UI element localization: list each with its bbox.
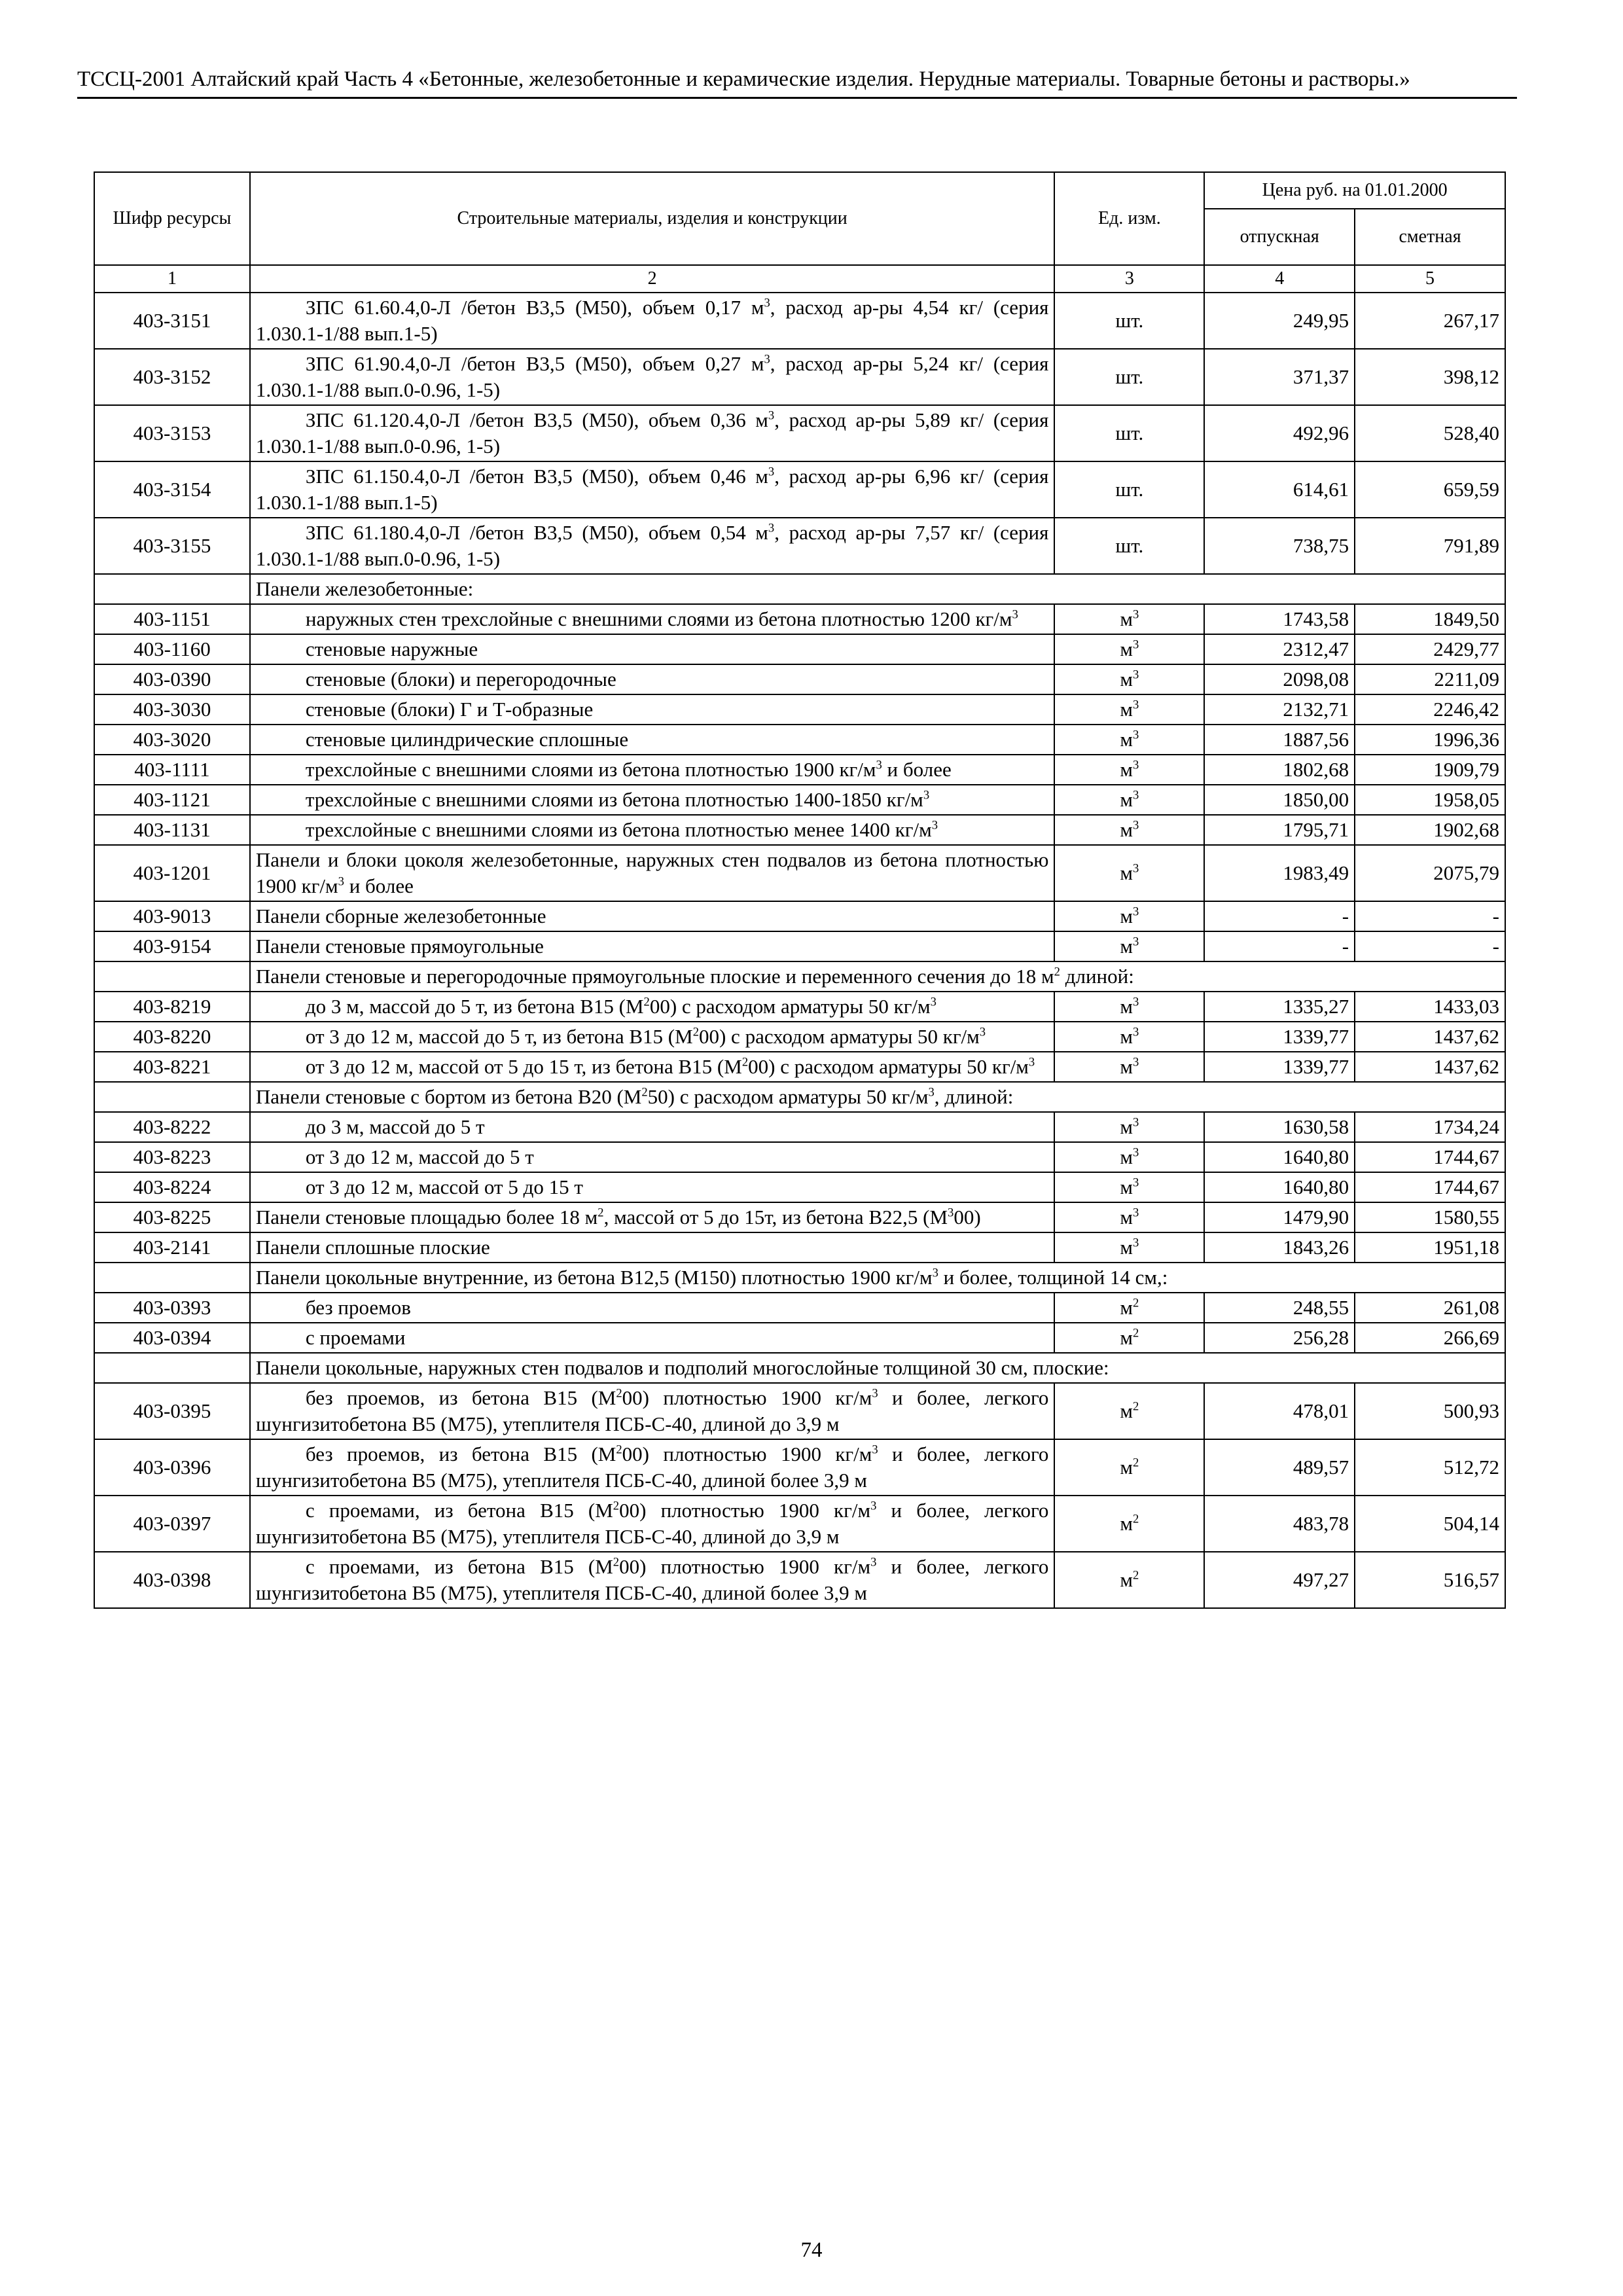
estimate-price: 1437,62 [1355,1022,1505,1052]
material-name: от 3 до 12 м, массой от 5 до 15 т, из бетона В15 $(М^200)$ с расходом арматуры 50 $кг/м^3$ [250,1052,1055,1082]
release-price: 489,57 [1204,1439,1355,1496]
table-row [94,1383,1505,1439]
section-code-cell [94,961,250,992]
resource-code: 403-1111 [94,755,250,785]
resource-code: 403-8224 [94,1172,250,1202]
estimate-price: 266,69 [1355,1323,1505,1353]
resource-code: 403-3152 [94,349,250,405]
table-row [94,785,1505,815]
material-name: ЗПС 61.60.4,0-Л /бетон В3,5 (М50), объем 0,17 $м^3$, расход ар-ры 4,54 кг/ (серия 1.030.1-1/88 вып.1-5) [250,293,1055,349]
material-name: от 3 до 12 м, массой до 5 т, из бетона В15 $(М^200)$ с расходом арматуры 50 $кг/м^3$ [250,1022,1055,1052]
estimate-price: 528,40 [1355,405,1505,461]
estimate-price: 1433,03 [1355,992,1505,1022]
resource-code: 403-8222 [94,1112,250,1142]
material-name: стеновые (блоки) Г и Т-образные [250,694,1055,725]
col-number: 5 [1355,265,1505,293]
release-price: 2312,47 [1204,634,1355,664]
table-row [94,518,1505,574]
section-row [94,1082,1505,1112]
resource-code: 403-9013 [94,901,250,931]
estimate-price: 1734,24 [1355,1112,1505,1142]
section-row [94,1353,1505,1383]
estimate-price: 398,12 [1355,349,1505,405]
material-name: ЗПС 61.180.4,0-Л /бетон В3,5 (М50), объем 0,54 $м^3$, расход ар-ры 7,57 кг/ (серия 1.030.1-1/88 вып.0-0.96, 1-5) [250,518,1055,574]
section-row [94,574,1505,604]
resource-code: 403-0393 [94,1293,250,1323]
material-name: стеновые наружные [250,634,1055,664]
section-row [94,961,1505,992]
header-release-price: отпускная [1204,209,1355,265]
estimate-price: 1958,05 [1355,785,1505,815]
table-body [94,293,1505,1608]
material-name: с проемами [250,1323,1055,1353]
table-row [94,1293,1505,1323]
header-price-group: Цена руб. на 01.01.2000 [1204,172,1505,209]
unit-of-measure: $м^3$ [1054,725,1204,755]
unit-of-measure: $м^2$ [1054,1323,1204,1353]
section-title: Панели цокольные, наружных стен подвалов и подполий многослойные толщиной 30 см, плоские: [250,1353,1505,1383]
section-code-cell [94,1353,250,1383]
release-price: 1743,58 [1204,604,1355,634]
resource-code: 403-1121 [94,785,250,815]
table-row [94,604,1505,634]
col-number: 1 [94,265,250,293]
table-row [94,901,1505,931]
unit-of-measure: $м^3$ [1054,664,1204,694]
header-estimate-price: сметная [1355,209,1505,265]
unit-of-measure: $м^3$ [1054,1172,1204,1202]
resource-code: 403-1201 [94,845,250,901]
unit-of-measure: шт. [1054,349,1204,405]
section-title: Панели цокольные внутренние, из бетона В12,5 (М150) плотностью 1900 $кг/м^3$ и более, толщиной 14 см,: [250,1263,1505,1293]
unit-of-measure: $м^3$ [1054,901,1204,931]
material-name: без проемов, из бетона В15 $(М^200)$ плотностью 1900 $кг/м^3$ и более, легкого шунгизитобетона В5 (М75), утеплителя ПСБ-С-40, длиной более 3,9 м [250,1439,1055,1496]
table-row [94,1232,1505,1263]
section-row [94,1263,1505,1293]
material-name: Панели сборные железобетонные [250,901,1055,931]
unit-of-measure: $м^2$ [1054,1293,1204,1323]
table-row [94,1022,1505,1052]
unit-of-measure: $м^2$ [1054,1496,1204,1552]
release-price: 248,55 [1204,1293,1355,1323]
material-name: Панели сплошные плоские [250,1232,1055,1263]
unit-of-measure: $м^2$ [1054,1383,1204,1439]
resource-code: 403-9154 [94,931,250,961]
material-name: Панели стеновые площадью более 18 $м^2$, массой от 5 до 15т, из бетона В22,5 $(М^300)$ [250,1202,1055,1232]
unit-of-measure: шт. [1054,293,1204,349]
release-price: 492,96 [1204,405,1355,461]
resource-code: 403-8220 [94,1022,250,1052]
table-row [94,694,1505,725]
unit-of-measure: $м^3$ [1054,1112,1204,1142]
material-name: до 3 м, массой до 5 т, из бетона В15 $(М^200)$ с расходом арматуры 50 $кг/м^3$ [250,992,1055,1022]
table-row [94,349,1505,405]
resource-code: 403-0394 [94,1323,250,1353]
release-price: 483,78 [1204,1496,1355,1552]
col-number: 4 [1204,265,1355,293]
release-price: 497,27 [1204,1552,1355,1608]
estimate-price: 659,59 [1355,461,1505,518]
material-name: ЗПС 61.120.4,0-Л /бетон В3,5 (М50), объем 0,36 $м^3$, расход ар-ры 5,89 кг/ (серия 1.030.1-1/88 вып.0-0.96, 1-5) [250,405,1055,461]
column-numbers-row [94,265,1505,293]
material-name: от 3 до 12 м, массой от 5 до 15 т [250,1172,1055,1202]
release-price: 1850,00 [1204,785,1355,815]
table-row [94,1552,1505,1608]
unit-of-measure: $м^3$ [1054,1232,1204,1263]
table-row [94,992,1505,1022]
release-price: 1843,26 [1204,1232,1355,1263]
release-price: 1640,80 [1204,1172,1355,1202]
estimate-price: 1902,68 [1355,815,1505,845]
table-row [94,1112,1505,1142]
material-name: стеновые цилиндрические сплошные [250,725,1055,755]
unit-of-measure: шт. [1054,518,1204,574]
material-name: трехслойные с внешними слоями из бетона плотностью 1400-1850 $кг/м^3$ [250,785,1055,815]
section-code-cell [94,574,250,604]
document-header: ТССЦ-2001 Алтайский край Часть 4 «Бетонные, железобетонные и керамические изделия. Нерудные материалы. Товарные бетоны и растворы.» [77,65,1517,99]
release-price: 614,61 [1204,461,1355,518]
estimate-price: 1849,50 [1355,604,1505,634]
release-price: 1339,77 [1204,1052,1355,1082]
resource-code: 403-3020 [94,725,250,755]
material-name: трехслойные с внешними слоями из бетона плотностью менее 1400 $кг/м^3$ [250,815,1055,845]
section-title: Панели стеновые с бортом из бетона В20 $(М^250)$ с расходом арматуры 50 $кг/м^3$, длиной: [250,1082,1505,1112]
table-row [94,1172,1505,1202]
table-row [94,845,1505,901]
unit-of-measure: $м^3$ [1054,1022,1204,1052]
release-price: 1339,77 [1204,1022,1355,1052]
unit-of-measure: шт. [1054,405,1204,461]
resource-code: 403-0397 [94,1496,250,1552]
estimate-price: 1909,79 [1355,755,1505,785]
table-row [94,1439,1505,1496]
unit-of-measure: $м^3$ [1054,604,1204,634]
unit-of-measure: $м^3$ [1054,694,1204,725]
release-price: 1640,80 [1204,1142,1355,1172]
resource-code: 403-3030 [94,694,250,725]
release-price: - [1204,901,1355,931]
resource-code: 403-0390 [94,664,250,694]
table-row [94,815,1505,845]
material-name: без проемов, из бетона В15 $(М^200)$ плотностью 1900 $кг/м^3$ и более, легкого шунгизитобетона В5 (М75), утеплителя ПСБ-С-40, длиной до 3,9 м [250,1383,1055,1439]
unit-of-measure: $м^3$ [1054,1202,1204,1232]
release-price: 478,01 [1204,1383,1355,1439]
estimate-price: 261,08 [1355,1293,1505,1323]
unit-of-measure: $м^3$ [1054,1052,1204,1082]
release-price: 1795,71 [1204,815,1355,845]
page-number: 74 [800,2238,823,2262]
estimate-price: 1744,67 [1355,1172,1505,1202]
release-price: 371,37 [1204,349,1355,405]
material-name: стеновые (блоки) и перегородочные [250,664,1055,694]
unit-of-measure: $м^3$ [1054,815,1204,845]
material-name: от 3 до 12 м, массой до 5 т [250,1142,1055,1172]
table-row [94,461,1505,518]
release-price: - [1204,931,1355,961]
release-price: 738,75 [1204,518,1355,574]
col-number: 2 [250,265,1055,293]
unit-of-measure: $м^3$ [1054,755,1204,785]
col-number: 3 [1054,265,1204,293]
resource-code: 403-3153 [94,405,250,461]
release-price: 2098,08 [1204,664,1355,694]
resource-code: 403-1160 [94,634,250,664]
material-name: с проемами, из бетона В15 $(М^200)$ плотностью 1900 $кг/м^3$ и более, легкого шунгизитобетона В5 (М75), утеплителя ПСБ-С-40, длиной до 3,9 м [250,1496,1055,1552]
resource-code: 403-0398 [94,1552,250,1608]
estimate-price: 500,93 [1355,1383,1505,1439]
release-price: 1802,68 [1204,755,1355,785]
table-row [94,1142,1505,1172]
resource-code: 403-8219 [94,992,250,1022]
release-price: 1630,58 [1204,1112,1355,1142]
table-row [94,405,1505,461]
material-name: ЗПС 61.90.4,0-Л /бетон В3,5 (М50), объем 0,27 $м^3$, расход ар-ры 5,24 кг/ (серия 1.030.1-1/88 вып.0-0.96, 1-5) [250,349,1055,405]
resource-code: 403-3154 [94,461,250,518]
table-row [94,1052,1505,1082]
estimate-price: 2211,09 [1355,664,1505,694]
table-row [94,664,1505,694]
table-row [94,755,1505,785]
unit-of-measure: шт. [1054,461,1204,518]
material-name: ЗПС 61.150.4,0-Л /бетон В3,5 (М50), объем 0,46 $м^3$, расход ар-ры 6,96 кг/ (серия 1.030.1-1/88 вып.1-5) [250,461,1055,518]
material-name: без проемов [250,1293,1055,1323]
material-name: Панели стеновые прямоугольные [250,931,1055,961]
table-row [94,1496,1505,1552]
table-row [94,931,1505,961]
table-row [94,634,1505,664]
unit-of-measure: $м^2$ [1054,1439,1204,1496]
section-code-cell [94,1263,250,1293]
release-price: 249,95 [1204,293,1355,349]
resource-code: 403-8225 [94,1202,250,1232]
material-name: Панели и блоки цоколя железобетонные, наружных стен подвалов из бетона плотностью 1900 $кг/м^3$ и более [250,845,1055,901]
unit-of-measure: $м^2$ [1054,1552,1204,1608]
estimate-price: 791,89 [1355,518,1505,574]
resource-code: 403-3155 [94,518,250,574]
section-title: Панели железобетонные: [250,574,1505,604]
estimate-price: 2246,42 [1355,694,1505,725]
table-row [94,293,1505,349]
estimate-price: 504,14 [1355,1496,1505,1552]
price-table [94,171,1506,1609]
estimate-price: - [1355,931,1505,961]
resource-code: 403-8223 [94,1142,250,1172]
release-price: 2132,71 [1204,694,1355,725]
estimate-price: - [1355,901,1505,931]
unit-of-measure: $м^3$ [1054,1142,1204,1172]
estimate-price: 267,17 [1355,293,1505,349]
section-code-cell [94,1082,250,1112]
resource-code: 403-8221 [94,1052,250,1082]
unit-of-measure: $м^3$ [1054,845,1204,901]
estimate-price: 1951,18 [1355,1232,1505,1263]
resource-code: 403-0395 [94,1383,250,1439]
release-price: 256,28 [1204,1323,1355,1353]
material-name: с проемами, из бетона В15 $(М^200)$ плотностью 1900 $кг/м^3$ и более, легкого шунгизитобетона В5 (М75), утеплителя ПСБ-С-40, длиной более 3,9 м [250,1552,1055,1608]
table-row [94,725,1505,755]
header-code: Шифр ресурсы [94,172,250,265]
estimate-price: 1744,67 [1355,1142,1505,1172]
material-name: до 3 м, массой до 5 т [250,1112,1055,1142]
release-price: 1335,27 [1204,992,1355,1022]
resource-code: 403-1131 [94,815,250,845]
release-price: 1887,56 [1204,725,1355,755]
estimate-price: 1437,62 [1355,1052,1505,1082]
table-row [94,1323,1505,1353]
estimate-price: 512,72 [1355,1439,1505,1496]
estimate-price: 2075,79 [1355,845,1505,901]
resource-code: 403-3151 [94,293,250,349]
release-price: 1983,49 [1204,845,1355,901]
estimate-price: 2429,77 [1355,634,1505,664]
unit-of-measure: $м^3$ [1054,785,1204,815]
resource-code: 403-2141 [94,1232,250,1263]
unit-of-measure: $м^3$ [1054,992,1204,1022]
material-name: трехслойные с внешними слоями из бетона плотностью 1900 $кг/м^3$ и более [250,755,1055,785]
resource-code: 403-0396 [94,1439,250,1496]
section-title: Панели стеновые и перегородочные прямоугольные плоские и переменного сечения до 18 $м^2$ длиной: [250,961,1505,992]
material-name: наружных стен трехслойные с внешними слоями из бетона плотностью 1200 $кг/м^3$ [250,604,1055,634]
estimate-price: 1580,55 [1355,1202,1505,1232]
estimate-price: 516,57 [1355,1552,1505,1608]
header-name: Строительные материалы, изделия и конструкции [250,172,1055,265]
unit-of-measure: $м^3$ [1054,931,1204,961]
unit-of-measure: $м^3$ [1054,634,1204,664]
table-row [94,1202,1505,1232]
header-unit: Ед. изм. [1054,172,1204,265]
release-price: 1479,90 [1204,1202,1355,1232]
estimate-price: 1996,36 [1355,725,1505,755]
resource-code: 403-1151 [94,604,250,634]
